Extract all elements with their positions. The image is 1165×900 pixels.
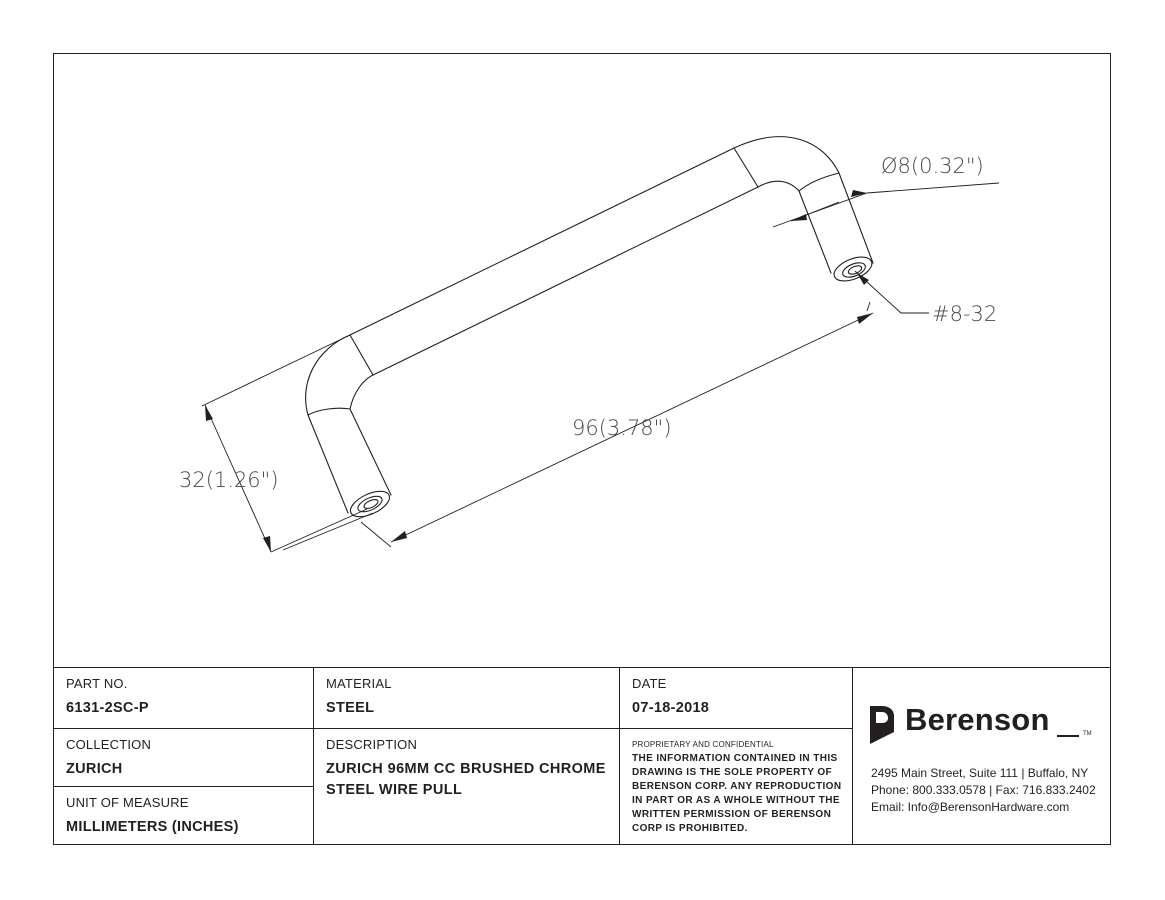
company-cell xyxy=(853,668,1110,846)
dimension-arrows xyxy=(205,190,873,552)
company-address: 2495 Main Street, Suite 111 | Buffalo, NY xyxy=(871,766,1089,780)
description-value: ZURICH 96MM CC BRUSHED CHROME STEEL WIRE PULL xyxy=(326,761,606,798)
material-value: STEEL xyxy=(326,700,375,716)
logo-underline xyxy=(1057,735,1079,737)
trademark: TM xyxy=(1083,731,1092,737)
date-cell xyxy=(620,668,852,728)
part-no-label: PART NO. xyxy=(66,676,128,691)
company-email: Email: Info@BerensonHardware.com xyxy=(871,800,1070,814)
projection-dimension: 32(1.26") xyxy=(179,468,279,492)
drawing-frame xyxy=(53,53,1111,845)
technical-drawing xyxy=(54,54,1110,667)
collection-label: COLLECTION xyxy=(66,737,152,752)
company-name: Berenson xyxy=(905,702,1050,737)
unit-cell xyxy=(54,787,313,846)
wire-pull-part xyxy=(306,137,876,522)
material-cell xyxy=(314,668,619,728)
description-label: DESCRIPTION xyxy=(326,737,418,752)
collection-value: ZURICH xyxy=(66,761,123,777)
title-block xyxy=(54,667,1110,845)
diameter-dimension: Ø8(0.32") xyxy=(881,154,984,178)
part-no-value: 6131-2SC-P xyxy=(66,700,149,716)
part-no-cell xyxy=(54,668,313,728)
material-label: MATERIAL xyxy=(326,676,392,691)
description-cell xyxy=(314,729,619,846)
proprietary-cell xyxy=(620,729,852,846)
berenson-logo-icon xyxy=(870,706,894,744)
thread-callout: #8-32 xyxy=(932,302,998,326)
center-to-center-dimension: 96(3.78") xyxy=(572,416,672,440)
collection-cell xyxy=(54,729,313,786)
proprietary-text: THE INFORMATION CONTAINED IN THIS DRAWING IS THE SOLE PROPERTY OF BERENSON CORP. ANY REPRODUCTION IN PART OR AS A WHOLE WITHOUT THE WRITTEN PERMISSION OF BERENSON CORP IS PROHIBITED. xyxy=(632,753,842,834)
date-label: DATE xyxy=(632,676,667,691)
unit-value: MILLIMETERS (INCHES) xyxy=(66,819,239,835)
company-phone: Phone: 800.333.0578 | Fax: 716.833.2402 xyxy=(871,783,1096,797)
date-value: 07-18-2018 xyxy=(632,700,710,716)
dimension-lines xyxy=(202,183,999,552)
unit-label: UNIT OF MEASURE xyxy=(66,795,189,810)
proprietary-heading: PROPRIETARY AND CONFIDENTIAL xyxy=(632,740,774,749)
